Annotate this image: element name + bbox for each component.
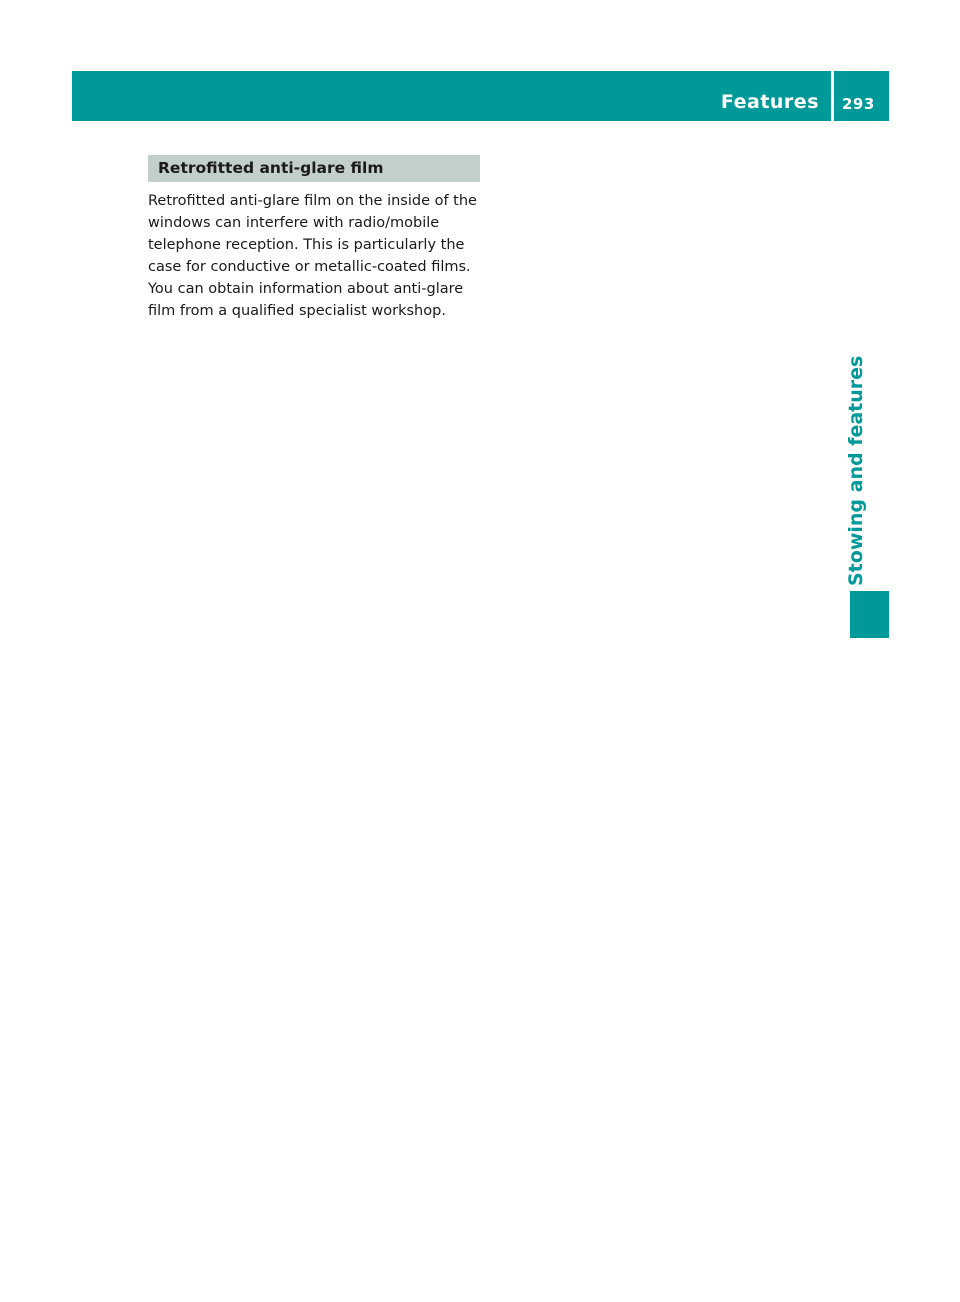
section-heading: [148, 155, 480, 182]
chapter-tab-label: Stowing and features: [845, 355, 867, 586]
body-line: film from a qualified specialist workshop.: [148, 303, 446, 319]
section-body: [148, 190, 488, 322]
body-line: telephone reception. This is particularly the: [148, 237, 465, 253]
body-line: You can obtain information about anti-glare: [148, 281, 464, 297]
body-line: Retrofitted anti-glare film on the inside of the: [148, 193, 477, 209]
body-line: case for conductive or metallic-coated films.: [148, 259, 471, 275]
section-heading-text: Retrofitted anti-glare film: [158, 159, 384, 177]
page-header: [72, 71, 889, 121]
page-number: 293: [842, 95, 875, 113]
header-page: [834, 71, 889, 121]
body-line: windows can interfere with radio/mobile: [148, 215, 440, 231]
chapter-tab-marker: [850, 591, 889, 638]
header-section-title: Features: [720, 91, 819, 113]
header-section: [72, 71, 831, 121]
